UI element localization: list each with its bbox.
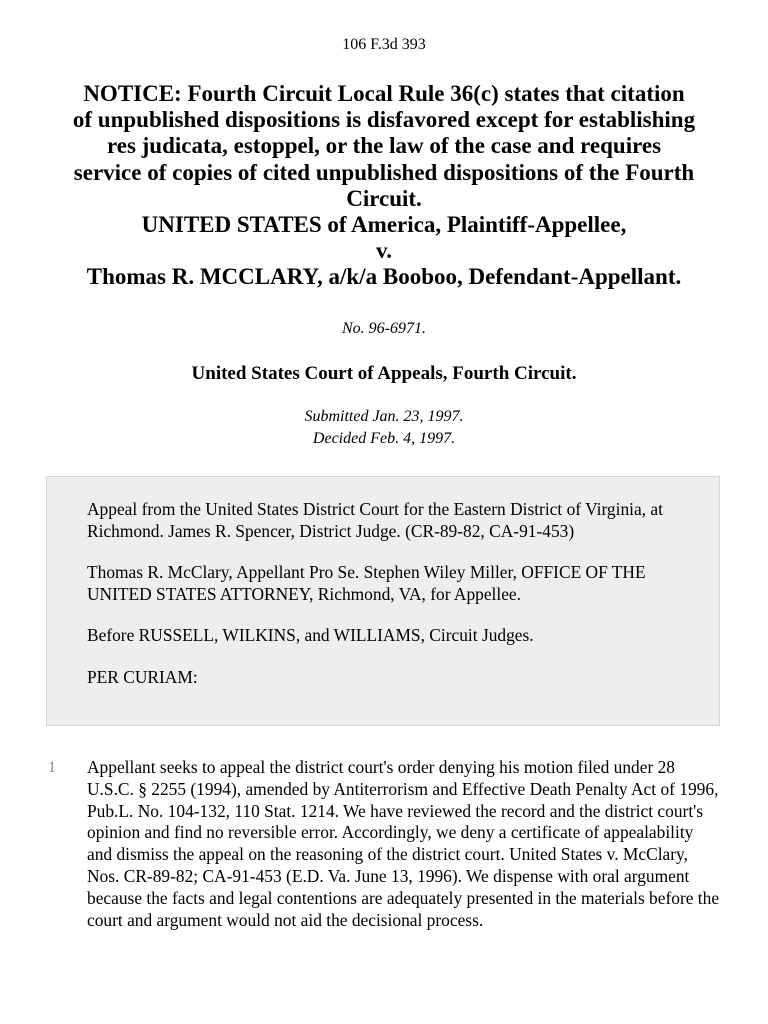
submitted-date: Submitted Jan. 23, 1997.: [304, 408, 464, 425]
opinion-paragraph: [46, 757, 720, 931]
counsel-text: Thomas R. McClary, Appellant Pro Se. Stephen Wiley Miller, OFFICE OF THE UNITED STATES ATTORNEY, Richmond, VA, for Appellee.: [87, 562, 646, 604]
title-line-plaintiff: UNITED STATES of America, Plaintiff-Appellee,: [141, 212, 627, 238]
title-line-notice-1: NOTICE: Fourth Circuit Local Rule 36(c) states that citation: [83, 81, 685, 106]
decided-date: Decided Feb. 4, 1997.: [312, 430, 456, 447]
title-line-notice-2: of unpublished dispositions is disfavored except for establishing: [72, 107, 696, 133]
paragraph-text: Appellant seeks to appeal the district court's order denying his motion filed under 28 U.S.C. § 2255 (1994), amended by Antiterrorism and Effective Death Penalty Act of 1996, Pub.L. No. 104-132, 110 Stat. 1214. We have reviewed the record and the district court's opinion and find no reversible error. Accordingly, we deny a certificate of appealability and dismiss the appeal on the reasoning of the district court. United States v. McClary, Nos. CR-89-82; CA-91-453 (E.D. Va. June 13, 1996). We dispense with oral argument because the facts and legal contentions are adequately presented in the materials before the court and argument would not aid the decisional process.: [87, 757, 720, 930]
case-citation: 106 F.3d 393: [342, 36, 426, 53]
case-title: [40, 81, 728, 291]
panel-text: Before RUSSELL, WILKINS, and WILLIAMS, Circuit Judges.: [87, 625, 534, 646]
docket-number: No. 96-6971.: [342, 320, 426, 337]
title-line-notice-5: Circuit.: [346, 185, 422, 211]
appeal-from-text: Appeal from the United States District Court for the Eastern District of Virginia, at Richmond. James R. Spencer, District Judge. (CR-89-82, CA-91-453): [87, 499, 663, 541]
paragraph-number: 1: [48, 759, 56, 776]
title-line-versus: v.: [376, 238, 392, 264]
case-summary-box: [46, 476, 720, 726]
title-line-notice-4: service of copies of cited unpublished dispositions of the Fourth: [73, 159, 695, 185]
title-line-notice-3: res judicata, estoppel, or the law of the case and requires: [106, 133, 662, 159]
title-line-defendant: Thomas R. MCCLARY, a/k/a Booboo, Defendant-Appellant.: [86, 264, 682, 290]
court-name: United States Court of Appeals, Fourth Circuit.: [191, 363, 577, 384]
case-dates: [0, 406, 768, 450]
per-curiam-label: PER CURIAM:: [87, 666, 198, 687]
